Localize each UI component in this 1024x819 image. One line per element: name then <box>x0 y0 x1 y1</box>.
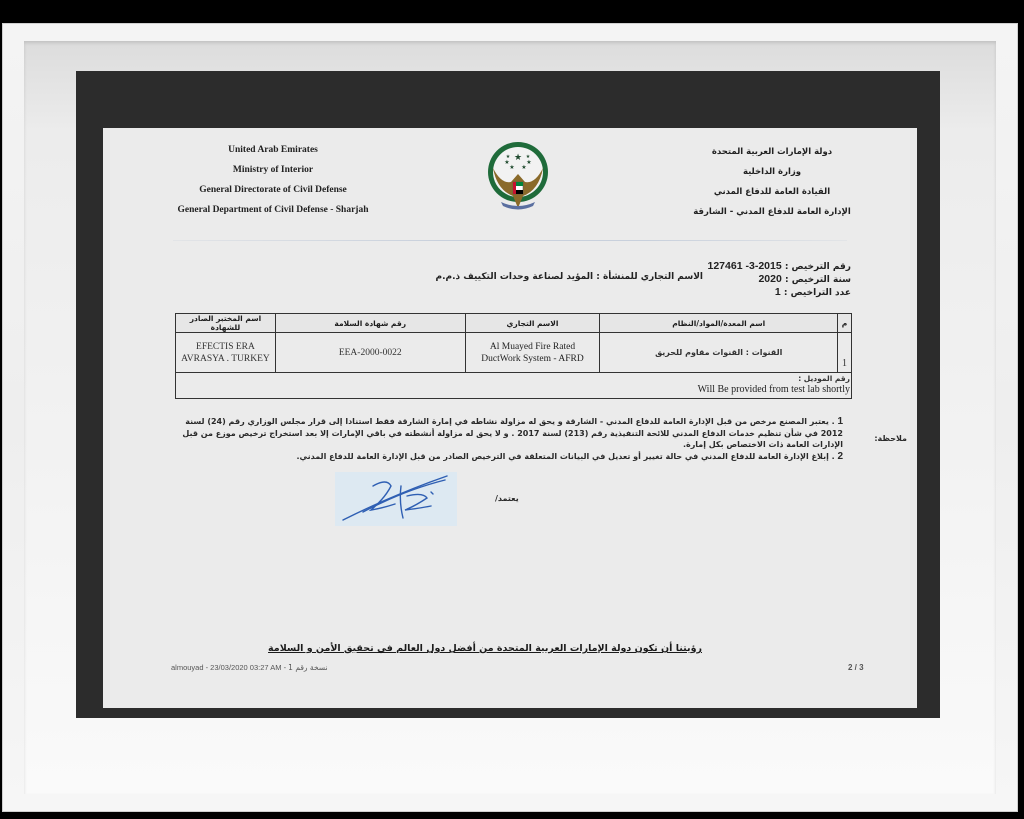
note-number: 2 <box>837 450 843 462</box>
header-divider <box>173 240 847 241</box>
note-text: . إبلاغ الإدارة العامة للدفاع المدني في حالة تغيير أو تعديل في البيانات المتعلقة في الترخيص الصادر من قبل الإدارة العامة للدفاع المدني. <box>296 451 835 461</box>
col-header-trade-name: الاسم التجاري <box>465 314 600 333</box>
note-number: 1 <box>837 416 843 427</box>
emblem-icon <box>483 138 553 216</box>
vision-statement: رؤيتنا أن تكون دولة الإمارات العربية المتحدة من أفضل دول العالم في تحقيق الأمن و السلامة <box>268 643 702 654</box>
header-country-ar: دولة الإمارات العربية المتحدة <box>711 147 833 157</box>
table-header-row <box>176 314 852 333</box>
header-directorate-ar: القيادة العامة للدفاع المدني <box>713 187 831 197</box>
user-timestamp: almouyad - 23/03/2020 03:27 AM - <box>171 663 289 672</box>
header-department: General Department of Civil Defense - Sharjah <box>177 205 369 215</box>
note-item <box>173 451 843 463</box>
svg-text:★: ★ <box>521 164 527 171</box>
model-label: رقم الموديل : <box>798 374 850 383</box>
svg-text:★: ★ <box>526 159 532 166</box>
svg-text:★: ★ <box>505 154 511 160</box>
license-number-value: 2015-3- 127461 <box>707 260 782 272</box>
svg-text:★: ★ <box>504 159 510 166</box>
header-ministry-ar: وزارة الداخلية <box>742 167 802 177</box>
license-count-label: عدد التراخيص : <box>783 288 851 298</box>
equipment-table <box>175 313 852 399</box>
header-country: United Arab Emirates <box>228 145 318 155</box>
page-number: 2 / 3 <box>848 663 864 672</box>
table-row <box>176 333 852 373</box>
notes-label: ملاحظة: <box>874 434 907 443</box>
license-number-row <box>708 260 852 273</box>
model-value: Will Be provided from test lab shortly <box>697 384 850 395</box>
col-header-safety-cert: رقم شهادة السلامة <box>275 314 465 333</box>
cell-material: القنوات : القنوات مقاوم للحريق <box>600 333 838 373</box>
lab-name-line2: AVRASYA . TURKEY <box>181 353 270 364</box>
header-ministry: Ministry of Interior <box>232 165 314 175</box>
svg-text:★: ★ <box>509 164 515 171</box>
license-year-label: سنة الترخيص : <box>784 275 851 285</box>
cell-lab <box>176 333 276 373</box>
copy-number: نسخة رقم 1 <box>288 663 328 672</box>
cell-safety-cert: EEA-2000-0022 <box>275 333 465 373</box>
license-number-label: رقم الترخيص : <box>784 262 851 272</box>
license-year-row <box>708 273 852 286</box>
signature-image <box>335 472 457 526</box>
col-header-material: اسم المعدة/المواد/النظام <box>600 314 838 333</box>
table-model-row <box>176 373 852 399</box>
certificate-document <box>103 128 917 708</box>
header-department-ar: الإدارة العامة للدفاع المدني - الشارقة <box>693 207 851 217</box>
header-directorate: General Directorate of Civil Defense <box>199 185 347 195</box>
cell-model <box>176 373 852 399</box>
cell-trade-name <box>465 333 600 373</box>
note-text: . يعتبر المصنع مرخص من قبل الإدارة العامة للدفاع المدني - الشارقة و يحق له مزاولة نشاطه في إمارة الشارقة فقط استنادا إلى قرار مجلس الوزاري رقم (24) لسنة 2012 في شأن تنظيم خدمات الدفاع المدني للائحة التنفيذية رقم (213) لسنة 2017 . و لا يحق له مزاولة أنشطته في باقي الإمارات إلا بعد استخراج ترخيص موزع من قبل الإدارات العامة ذات الاختصاص بكل إمارة. <box>182 417 843 449</box>
approved-by-label: يعتمد/ <box>495 494 519 503</box>
col-header-index: م <box>837 314 851 333</box>
print-stamp <box>171 663 328 672</box>
license-count-value: 1 <box>774 286 781 298</box>
license-year-value: 2020 <box>758 273 782 285</box>
lab-name-line1: EFECTIS ERA <box>196 341 255 352</box>
establishment-trade-name: الاسم التجاري للمنشأة : المؤيد لصناعة وحدات التكييف ذ.م.م <box>435 272 703 282</box>
note-item <box>173 416 843 451</box>
header-arabic <box>687 142 857 222</box>
header-english <box>163 140 383 220</box>
license-info <box>708 260 852 299</box>
trade-name-line2: DuctWork System - AFRD <box>481 353 584 364</box>
notes-list <box>173 416 843 462</box>
col-header-lab: اسم المختبر الصادر للشهادة <box>176 314 276 333</box>
svg-text:★: ★ <box>525 154 531 160</box>
trade-name-line1: Al Muayed Fire Rated <box>489 341 576 352</box>
cell-index: 1 <box>837 333 851 373</box>
license-count-row <box>708 286 852 299</box>
svg-text:★: ★ <box>513 153 523 163</box>
